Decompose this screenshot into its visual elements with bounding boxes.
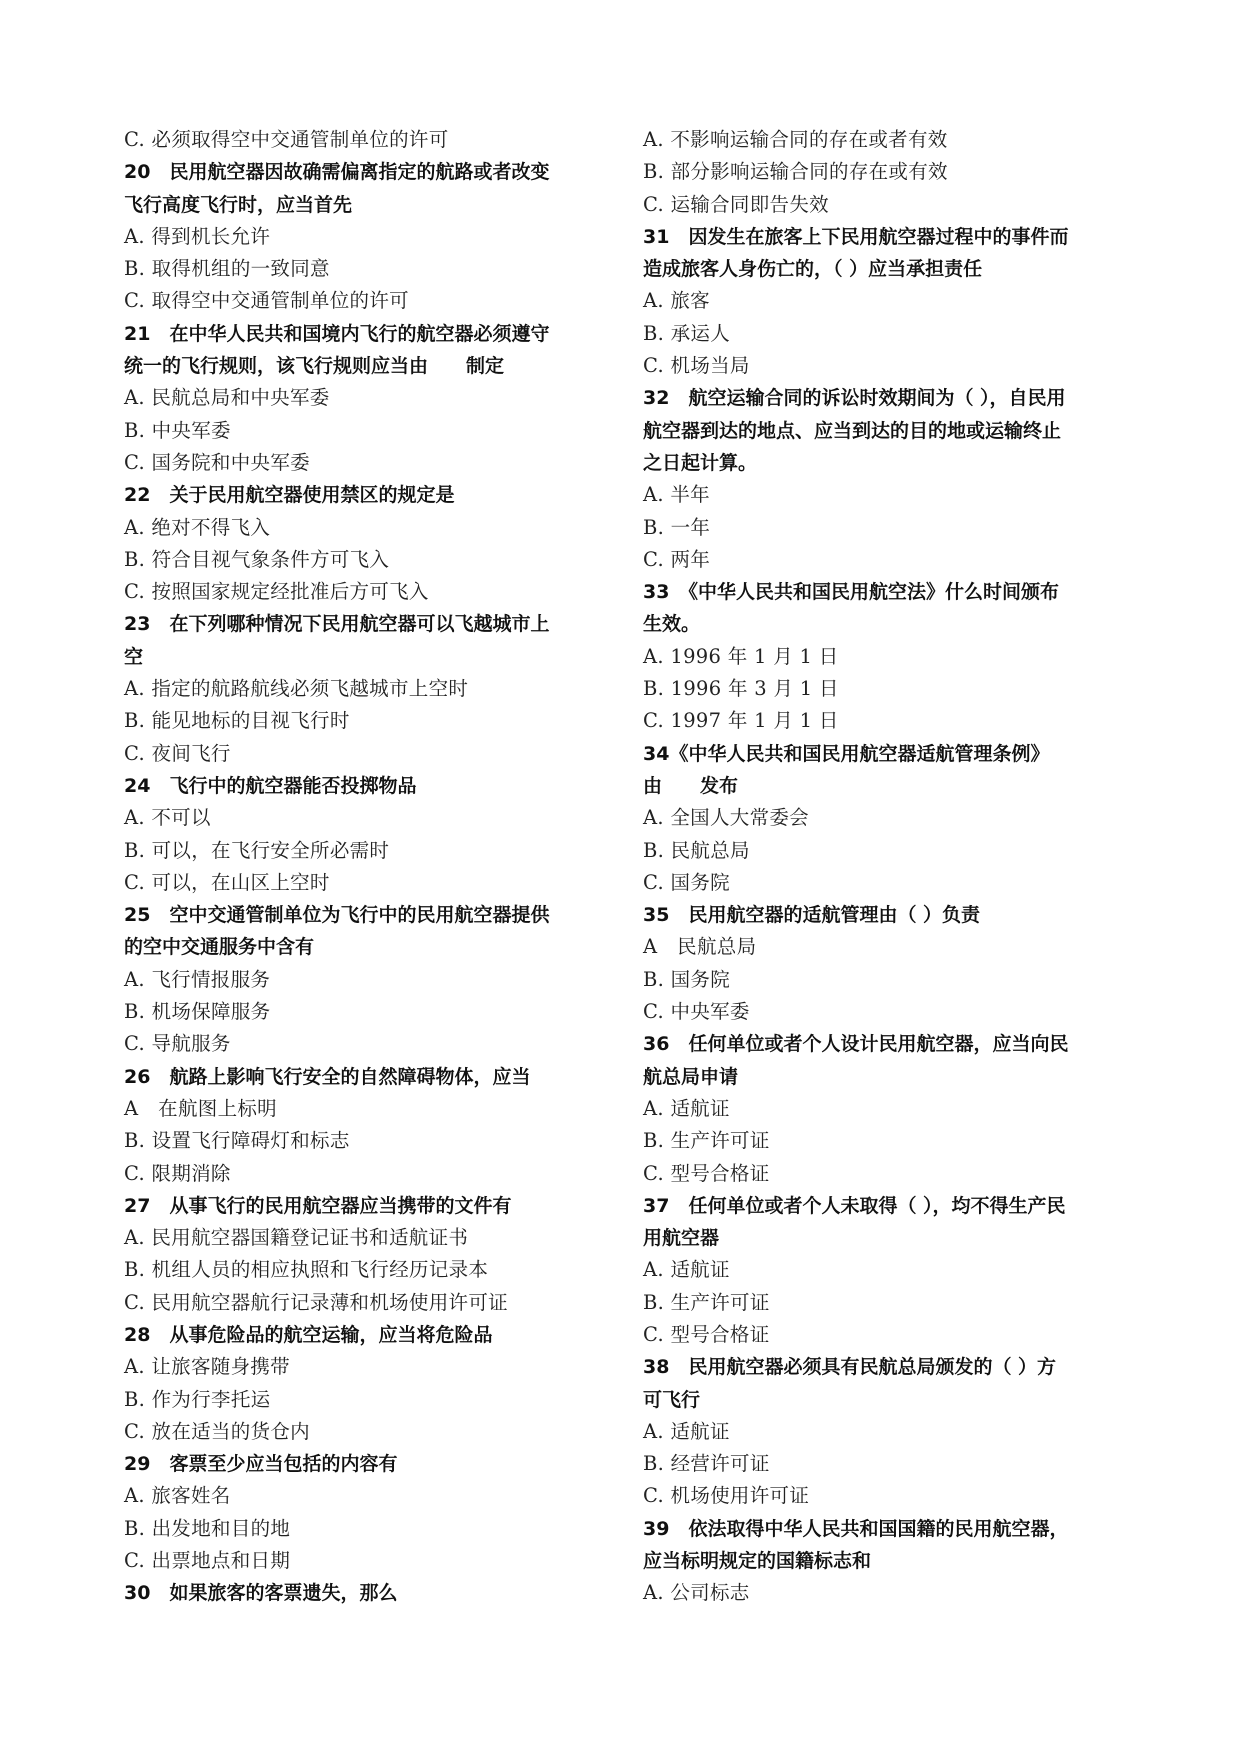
question-line: 23 在下列哪种情况下民用航空器可以飞越城市上 xyxy=(124,613,550,636)
question-line: 20 民用航空器因故确需偏离指定的航路或者改变 xyxy=(124,161,550,184)
answer-option: C. 国务院和中央军委 xyxy=(124,450,310,474)
answer-option: B. 取得机组的一致同意 xyxy=(124,257,330,281)
answer-option: C. 按照国家规定经批准后方可飞入 xyxy=(124,580,429,604)
question-line: 33 《中华人民共和国民用航空法》什么时间颁布 xyxy=(643,581,1059,604)
answer-option: A. 适航证 xyxy=(643,1258,730,1282)
answer-option: B. 民航总局 xyxy=(643,838,750,862)
question-line: 22 关于民用航空器使用禁区的规定是 xyxy=(124,484,455,507)
answer-option: A 民航总局 xyxy=(643,935,757,959)
answer-option: B. 承运人 xyxy=(643,321,731,345)
answer-option: A. 不可以 xyxy=(124,806,211,830)
question-line: 应当标明规定的国籍标志和 xyxy=(643,1550,872,1573)
answer-option: C. 国务院 xyxy=(643,870,730,894)
answer-option: C. 必须取得空中交通管制单位的许可 xyxy=(124,128,449,151)
answer-option: A. 让旅客随身携带 xyxy=(124,1355,290,1379)
question-line: 29 客票至少应当包括的内容有 xyxy=(124,1453,398,1476)
answer-option: B. 可以，在飞行安全所必需时 xyxy=(124,838,390,862)
question-line: 航总局申请 xyxy=(643,1065,739,1088)
answer-option: A. 指定的航路航线必须飞越城市上空时 xyxy=(124,677,469,701)
answer-option: B. 作为行李托运 xyxy=(124,1387,271,1411)
answer-option: B. 经营许可证 xyxy=(643,1452,770,1476)
answer-option: B. 机场保障服务 xyxy=(124,1000,271,1024)
question-line: 32 航空运输合同的诉讼时效期间为（ ），自民用 xyxy=(643,387,1066,410)
answer-option: B. 一年 xyxy=(643,515,711,539)
question-line: 36 任何单位或者个人设计民用航空器，应当向民 xyxy=(643,1033,1069,1056)
answer-option: A. 民航总局和中央军委 xyxy=(124,386,330,410)
answer-option: B. 生产许可证 xyxy=(643,1129,770,1153)
answer-option: C. 放在适当的货仓内 xyxy=(124,1419,310,1443)
question-line: 35 民用航空器的适航管理由（ ）负责 xyxy=(643,904,981,927)
question-line: 39 依法取得中华人民共和国国籍的民用航空器， xyxy=(643,1517,1069,1540)
question-line: 统一的飞行规则，该飞行规则应当由 制定 xyxy=(124,355,505,378)
answer-option: A. 适航证 xyxy=(643,1419,730,1443)
answer-option: C. 可以，在山区上空时 xyxy=(124,870,330,894)
answer-option: C. 运输合同即告失效 xyxy=(643,192,829,216)
answer-option: C. 取得空中交通管制单位的许可 xyxy=(124,289,409,313)
answer-option: C. 导航服务 xyxy=(124,1032,231,1056)
left-column xyxy=(124,124,624,1610)
question-line: 25 空中交通管制单位为飞行中的民用航空器提供 xyxy=(124,904,550,927)
question-line: 由 发布 xyxy=(643,774,739,797)
question-line: 28 从事危险品的航空运输，应当将危险品 xyxy=(124,1323,493,1346)
answer-option: C. 民用航空器航行记录薄和机场使用许可证 xyxy=(124,1290,508,1314)
answer-option: B. 能见地标的目视飞行时 xyxy=(124,709,350,733)
answer-option: B. 部分影响运输合同的存在或有效 xyxy=(643,160,948,184)
question-line: 用航空器 xyxy=(643,1227,720,1250)
answer-option: A. 旅客姓名 xyxy=(124,1484,231,1508)
answer-option: A. 全国人大常委会 xyxy=(643,806,809,830)
answer-option: C. 中央军委 xyxy=(643,1000,750,1024)
answer-option: A. 飞行情报服务 xyxy=(124,967,271,991)
question-line: 24 飞行中的航空器能否投掷物品 xyxy=(124,774,417,797)
answer-option: A. 公司标志 xyxy=(643,1581,750,1605)
answer-option: B. 生产许可证 xyxy=(643,1290,770,1314)
answer-option: B. 1996 年 3 月 1 日 xyxy=(643,677,839,701)
answer-option: C. 1997 年 1 月 1 日 xyxy=(643,709,839,733)
answer-option: A 在航图上标明 xyxy=(124,1096,277,1120)
answer-option: A. 1996 年 1 月 1 日 xyxy=(643,644,839,668)
question-line: 可飞行 xyxy=(643,1388,701,1411)
answer-option: A. 适航证 xyxy=(643,1096,730,1120)
question-line: 造成旅客人身伤亡的，（ ）应当承担责任 xyxy=(643,258,983,281)
answer-option: A. 旅客 xyxy=(643,289,710,313)
question-line: 37 任何单位或者个人未取得（ ），均不得生产民 xyxy=(643,1194,1066,1217)
question-line: 34《中华人民共和国民用航空器适航管理条例》 xyxy=(643,742,1050,765)
question-line: 31 因发生在旅客上下民用航空器过程中的事件而 xyxy=(643,225,1069,248)
question-line: 飞行高度飞行时，应当首先 xyxy=(124,193,353,216)
question-line: 30 如果旅客的客票遗失，那么 xyxy=(124,1582,398,1605)
answer-option: A. 民用航空器国籍登记证书和适航证书 xyxy=(124,1226,469,1250)
answer-option: A. 得到机长允许 xyxy=(124,224,271,248)
right-column xyxy=(643,124,1143,1610)
question-line: 26 航路上影响飞行安全的自然障碍物体，应当 xyxy=(124,1065,531,1088)
question-line: 21 在中华人民共和国境内飞行的航空器必须遵守 xyxy=(124,322,550,345)
answer-option: C. 型号合格证 xyxy=(643,1161,770,1185)
answer-option: C. 限期消除 xyxy=(124,1161,231,1185)
answer-option: A. 不影响运输合同的存在或者有效 xyxy=(643,128,948,151)
answer-option: B. 中央军委 xyxy=(124,418,231,442)
question-line: 空 xyxy=(124,645,144,668)
answer-option: A. 半年 xyxy=(643,483,710,507)
answer-option: B. 出发地和目的地 xyxy=(124,1516,291,1540)
answer-option: A. 绝对不得飞入 xyxy=(124,515,271,539)
question-line: 27 从事飞行的民用航空器应当携带的文件有 xyxy=(124,1194,512,1217)
question-line: 生效。 xyxy=(643,613,701,636)
answer-option: C. 型号合格证 xyxy=(643,1322,770,1346)
answer-option: C. 夜间飞行 xyxy=(124,741,231,765)
question-line: 38 民用航空器必须具有民航总局颁发的（ ）方 xyxy=(643,1356,1057,1379)
answer-option: C. 两年 xyxy=(643,547,711,571)
question-line: 的空中交通服务中含有 xyxy=(124,936,315,959)
answer-option: B. 国务院 xyxy=(643,967,731,991)
answer-option: C. 机场使用许可证 xyxy=(643,1484,810,1508)
question-line: 航空器到达的地点、应当到达的目的地或运输终止 xyxy=(643,419,1062,442)
answer-option: B. 符合目视气象条件方可飞入 xyxy=(124,547,390,571)
answer-option: C. 机场当局 xyxy=(643,354,750,378)
answer-option: C. 出票地点和日期 xyxy=(124,1549,291,1573)
answer-option: B. 设置飞行障碍灯和标志 xyxy=(124,1129,350,1153)
answer-option: B. 机组人员的相应执照和飞行经历记录本 xyxy=(124,1258,489,1282)
question-line: 之日起计算。 xyxy=(643,451,758,474)
